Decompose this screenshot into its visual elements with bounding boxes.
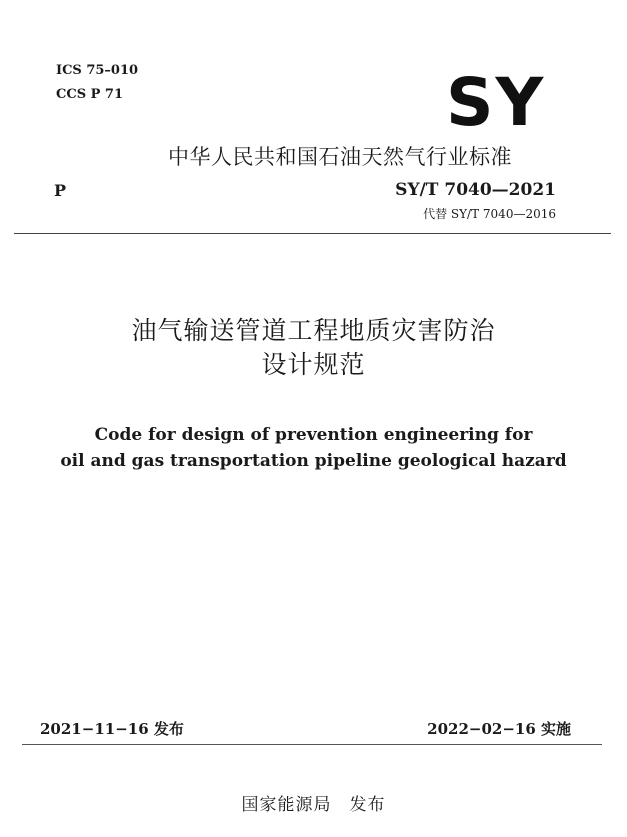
- implement-date: 2022−02−16 实施: [427, 720, 571, 738]
- issuer-title: 中华人民共和国石油天然气行业标准: [168, 145, 512, 169]
- standard-number: SY/T 7040—2021: [395, 180, 556, 200]
- publisher: 国家能源局 发布: [241, 795, 386, 815]
- classification-code: P: [54, 181, 67, 200]
- title-en-line2: oil and gas transportation pipeline geological hazard: [60, 451, 567, 471]
- title-en-line1: Code for design of prevention engineering for: [94, 425, 533, 445]
- title-cn-line2: 设计规范: [261, 350, 366, 379]
- replaces-note: 代替 SY/T 7040—2016: [423, 207, 556, 221]
- ccs-code: CCS P 71: [56, 87, 123, 102]
- title-cn-line1: 油气输送管道工程地质灾害防治: [131, 316, 496, 345]
- sy-logo: SY: [446, 64, 546, 141]
- header-divider: [14, 233, 611, 234]
- footer-divider: [22, 744, 602, 745]
- publish-date: 2021−11−16 发布: [40, 720, 184, 738]
- ics-code: ICS 75–010: [56, 63, 139, 78]
